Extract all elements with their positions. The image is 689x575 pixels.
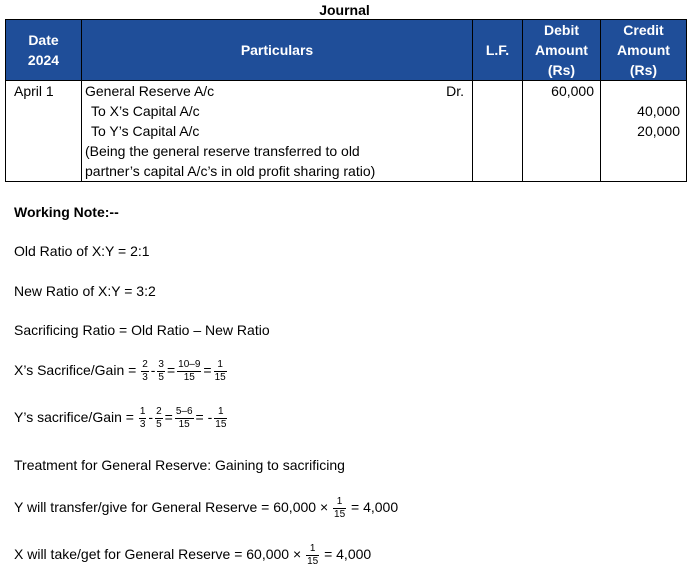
y-transfer-result: = 4,000 <box>351 499 399 516</box>
journal-table <box>5 19 687 182</box>
header-credit-line3: (Rs) <box>629 62 658 78</box>
y-fraction-2: $\frac{2}{5}$ <box>156 406 162 430</box>
header-debit-line2: Amount <box>535 42 588 58</box>
credit-account-y: To Y’s Capital A/c <box>91 123 200 139</box>
debit-amount: 60,000 <box>551 83 594 99</box>
entry-lf-cell <box>473 81 523 182</box>
header-debit-line3: (Rs) <box>547 62 576 78</box>
sacrificing-ratio: Sacrificing Ratio = Old Ratio – New Ratio <box>14 322 270 338</box>
header-date-line1: Date <box>28 32 59 48</box>
x-fraction-4: $\frac{1}{15}$ <box>214 359 226 383</box>
x-fraction-2: $\frac{3}{5}$ <box>158 359 164 383</box>
entry-date: April 1 <box>14 83 54 99</box>
y-sacrifice-label: Y’s sacrifice/Gain = <box>14 409 134 426</box>
debit-account: General Reserve A/c <box>85 83 215 99</box>
x-take-text: X will take/get for General Reserve = 60,000 × <box>14 546 302 563</box>
y-fraction-1: $\frac{1}{3}$ <box>139 406 146 430</box>
x-fraction-3: $\frac{10-9}{15}$ <box>178 359 201 383</box>
header-lf: L.F. <box>473 20 523 81</box>
y-transfer-text: Y will transfer/give for General Reserve = 60,000 × <box>14 499 329 516</box>
header-credit-line2: Amount <box>617 42 670 58</box>
header-credit <box>601 20 687 81</box>
journal-header-row <box>6 20 687 81</box>
new-ratio: New Ratio of X:Y = 3:2 <box>14 283 156 299</box>
y-sacrifice-row: Y’s sacrifice/Gain = $\frac{1}{3}$ - $\frac{2}{5}$ = $\frac{5-6}{15}$ = - $\frac{1}{15}$ <box>14 406 227 430</box>
x-take-result: = 4,000 <box>324 546 372 563</box>
header-debit <box>523 20 601 81</box>
header-date <box>6 20 82 81</box>
y-fraction-4: $\frac{1}{15}$ <box>215 406 227 430</box>
working-note-heading: Working Note:-- <box>14 204 119 220</box>
header-particulars: Particulars <box>82 20 473 81</box>
narration-line1: (Being the general reserve transferred to old <box>85 143 360 159</box>
credit-account-x: To X’s Capital A/c <box>91 103 200 119</box>
header-credit-line1: Credit <box>623 22 664 38</box>
y-fraction-3: $\frac{5-6}{15}$ <box>175 406 193 430</box>
treatment-text: Treatment for General Reserve: Gaining to sacrificing <box>14 457 345 473</box>
x-fraction-1: $\frac{2}{3}$ <box>142 359 148 383</box>
y-transfer-fraction: $\frac{1}{15}$ <box>334 496 346 520</box>
old-ratio: Old Ratio of X:Y = 2:1 <box>14 243 150 259</box>
journal-title: Journal <box>319 2 370 18</box>
credit-amount-y: 20,000 <box>637 123 680 139</box>
narration-line2: partner’s capital A/c’s in old profit sharing ratio) <box>85 163 376 179</box>
y-transfer-row <box>14 496 398 521</box>
entry-debit-cell <box>523 81 601 182</box>
x-sacrifice-label: X’s Sacrifice/Gain = <box>14 362 137 379</box>
dr-label: Dr. <box>446 83 464 99</box>
header-date-line2: 2024 <box>27 52 60 68</box>
credit-amount-x: 40,000 <box>637 103 680 119</box>
x-take-fraction: $\frac{1}{15}$ <box>307 543 319 567</box>
journal-entry-row <box>6 81 687 182</box>
x-take-row <box>14 543 371 568</box>
x-sacrifice-row: X’s Sacrifice/Gain = $\frac{2}{3}$ - $\frac{3}{5}$ = $\frac{10-9}{15}$ = $\frac{1}{15}$ <box>14 359 226 383</box>
entry-date-cell <box>6 81 82 182</box>
header-debit-line1: Debit <box>544 22 579 38</box>
entry-credit-cell <box>601 81 687 182</box>
entry-particulars-cell <box>82 81 473 182</box>
